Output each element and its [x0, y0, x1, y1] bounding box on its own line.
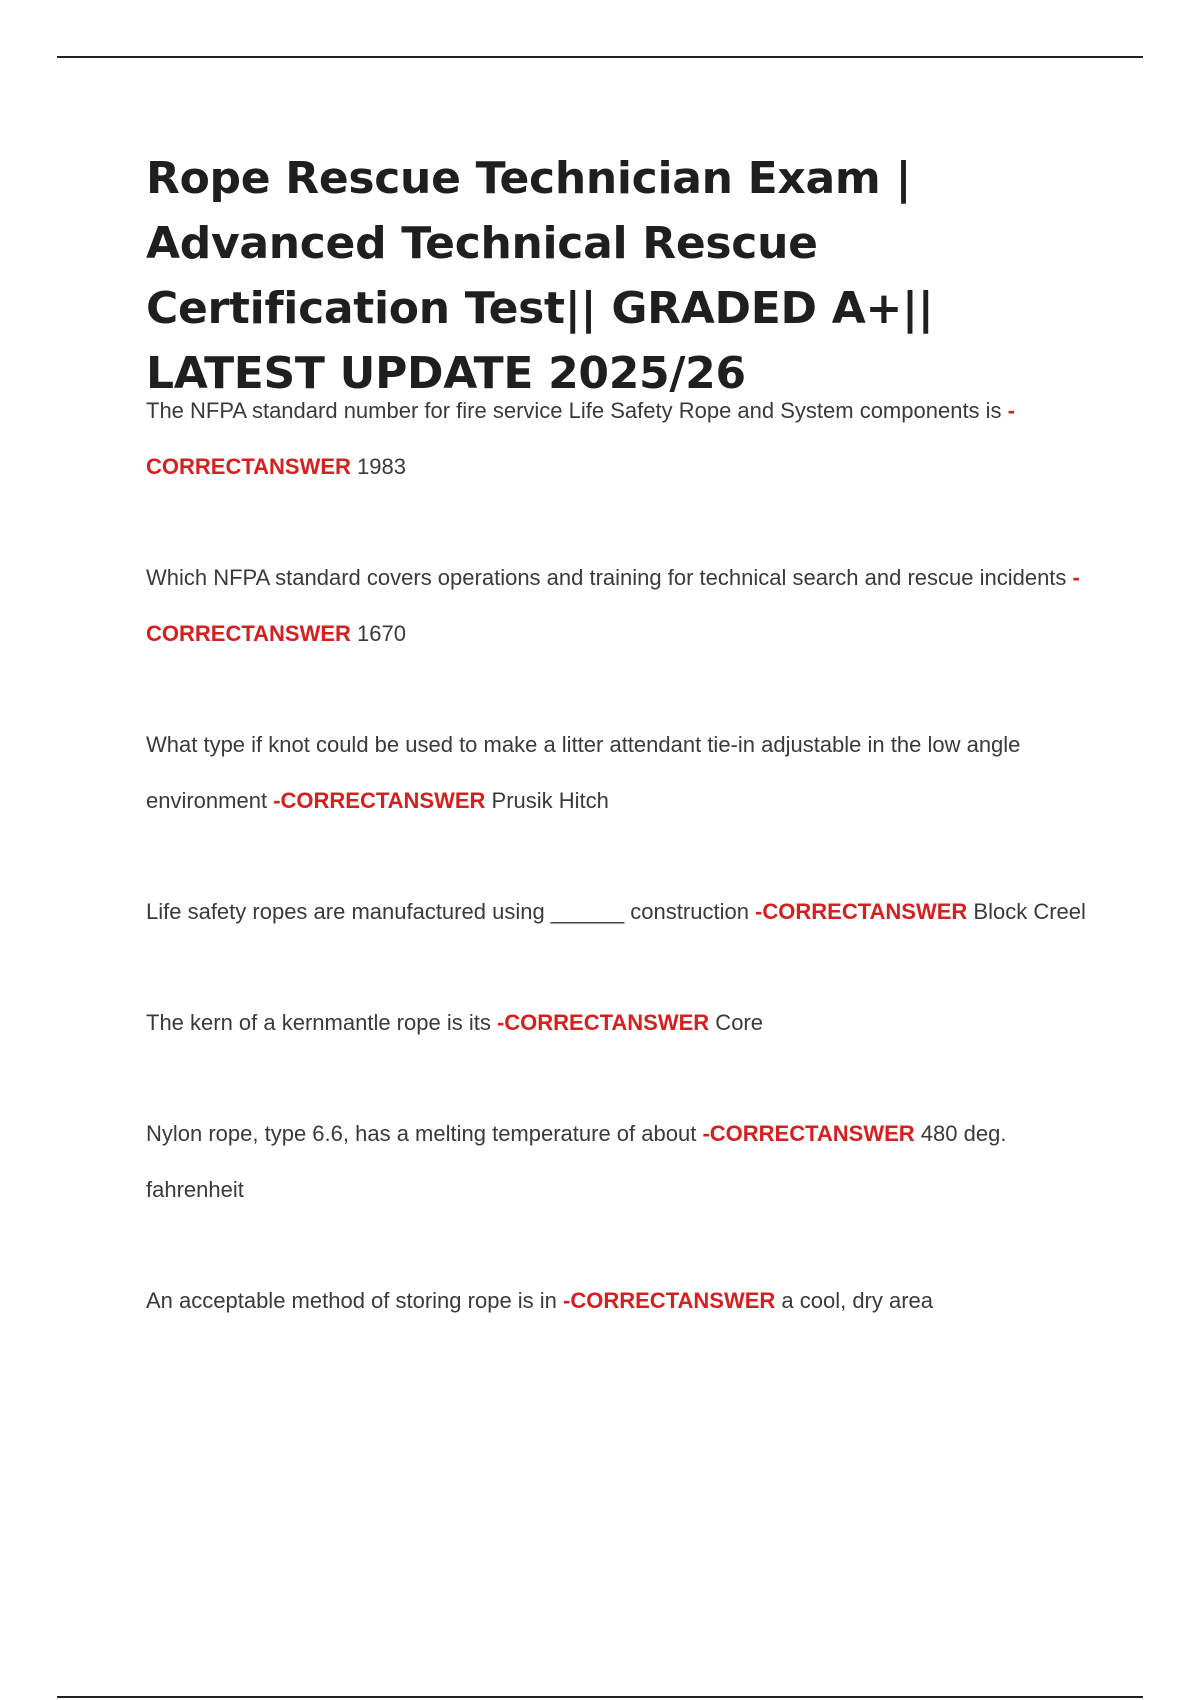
answer-text: Block Creel — [967, 899, 1086, 924]
answer-text: Prusik Hitch — [485, 788, 609, 813]
qa-item-4 — [146, 884, 1106, 940]
answer-text: a cool, dry area — [775, 1288, 934, 1313]
correct-answer-tag: -CORRECTANSWER — [702, 1121, 915, 1146]
correct-answer-tag: -CORRECTANSWER — [273, 788, 486, 813]
qa-item-3 — [146, 717, 1106, 829]
answer-text: Core — [709, 1010, 763, 1035]
qa-item-6 — [146, 1106, 1106, 1218]
correct-answer-tag: -CORRECTANSWER — [496, 1010, 710, 1035]
question-text: What type if knot could be used to make a litter attendant tie-in adjustable in the low angle environment — [146, 732, 1021, 813]
document-title: Rope Rescue Technician Exam | Advanced Technical Rescue Certification Test|| GRADED A+|| LATEST UPDATE 2025/26 — [146, 153, 934, 399]
qa-item-2 — [146, 550, 1106, 662]
correct-answer-tag: -CORRECTANSWER — [755, 899, 968, 924]
qa-item-1 — [146, 383, 1106, 495]
qa-item-7 — [146, 1273, 1106, 1329]
correct-answer-tag: -CORRECTANSWER — [563, 1288, 776, 1313]
question-text: Which NFPA standard covers operations and training for technical search and rescue incidents — [146, 565, 1073, 590]
qa-item-5 — [146, 995, 1106, 1051]
question-text: An acceptable method of storing rope is in — [146, 1288, 564, 1313]
question-text: Nylon rope, type 6.6, has a melting temperature of about — [146, 1121, 703, 1146]
top-divider — [57, 56, 1143, 58]
correct-answer-tag: -CORRECTANSWER — [146, 565, 1080, 646]
bottom-divider — [57, 1696, 1143, 1698]
answer-text: 1983 — [350, 454, 406, 479]
qa-list — [146, 383, 1106, 1384]
question-text: The NFPA standard number for fire service Life Safety Rope and System components is — [146, 398, 1008, 423]
answer-text: 1670 — [350, 621, 406, 646]
correct-answer-tag: -CORRECTANSWER — [146, 398, 1015, 479]
answer-text: 480 deg. fahrenheit — [146, 1121, 1007, 1202]
question-text: The kern of a kernmantle rope is its — [146, 1010, 497, 1035]
question-text: Life safety ropes are manufactured using ______ construction — [146, 899, 756, 924]
